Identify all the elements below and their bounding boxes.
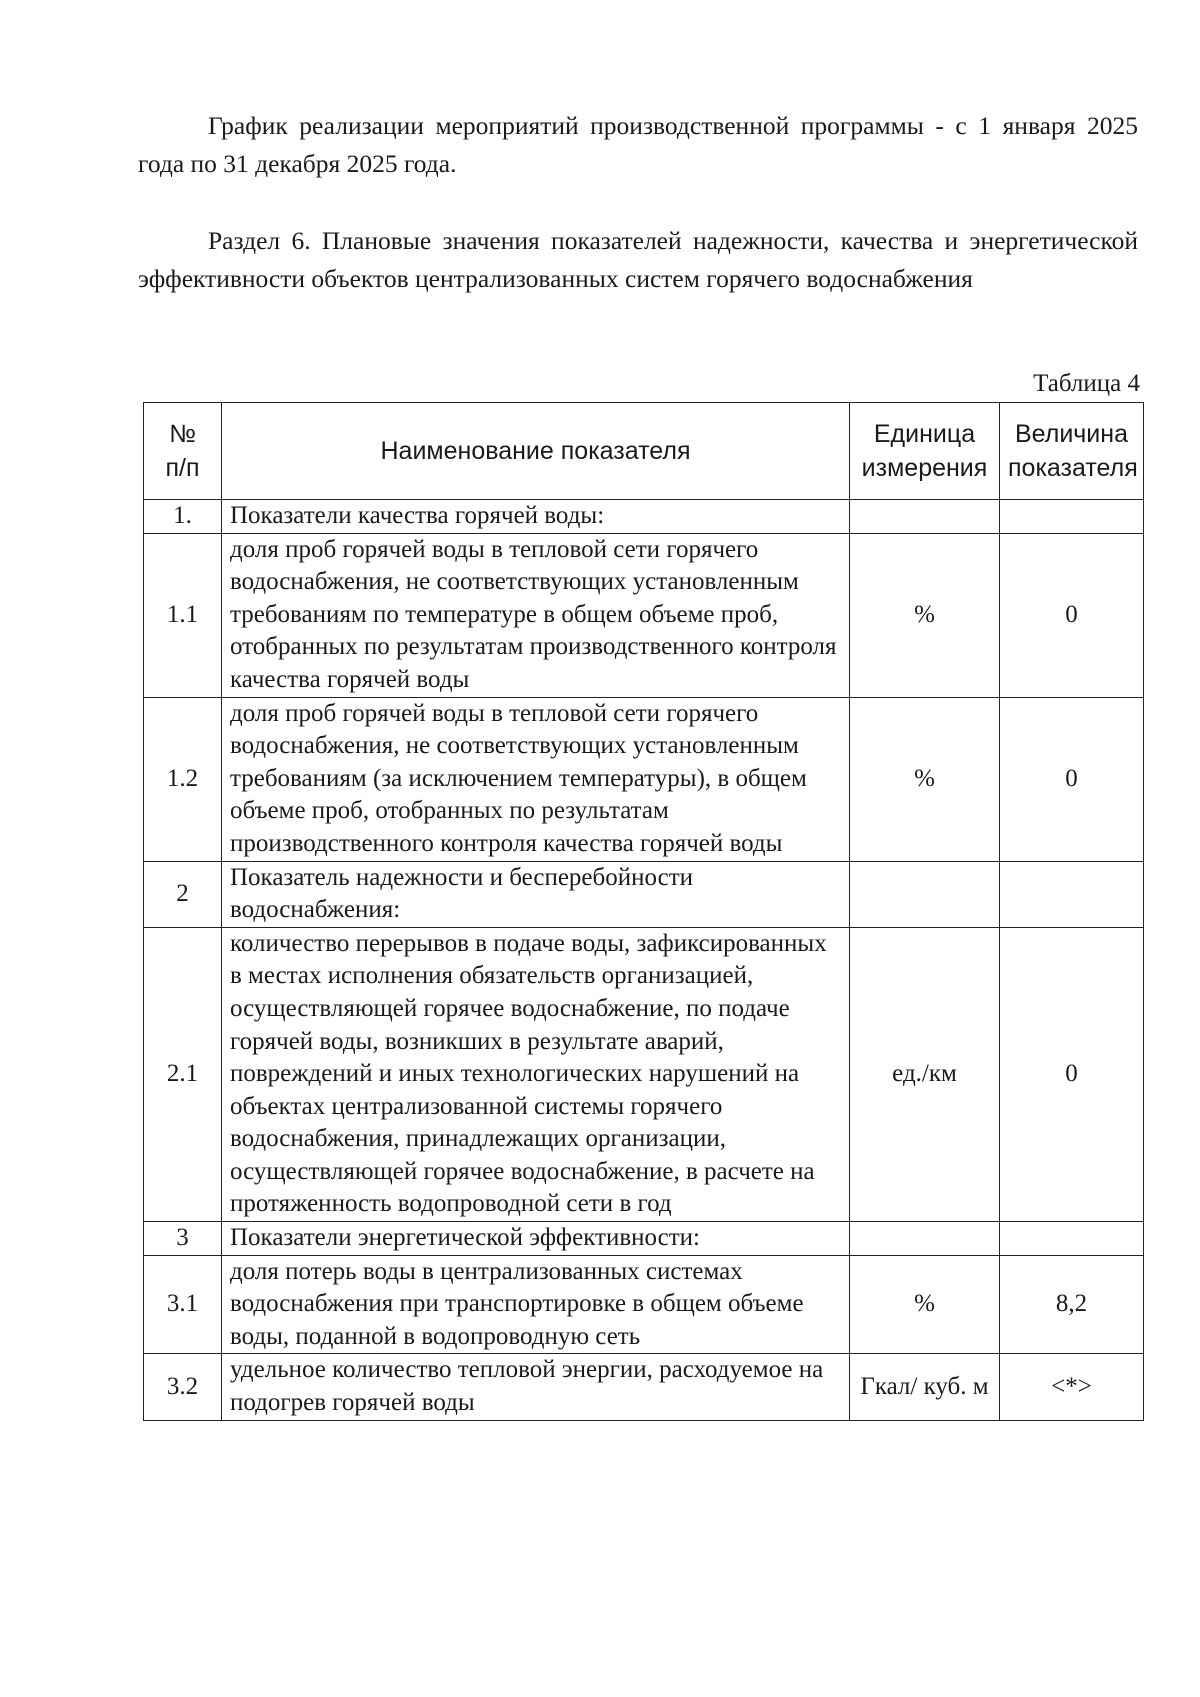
table-row (144, 861, 1144, 927)
row-value: 0 (1000, 927, 1144, 1221)
table-caption: Таблица 4 (1033, 370, 1140, 397)
row-unit: % (850, 533, 1000, 697)
section-heading: Раздел 6. Плановые значения показателей надежности, качества и энергетической эффективности объектов централизованных систем горячего водоснабжения (138, 226, 1138, 293)
row-number: 3.2 (144, 1354, 222, 1420)
row-value (1000, 1222, 1144, 1256)
row-name: Показатели качества горячей воды: (222, 500, 850, 534)
header-number-line2: п/п (165, 454, 200, 482)
row-unit: Гкал/ куб. м (850, 1354, 1000, 1420)
row-value (1000, 861, 1144, 927)
schedule-paragraph: График реализации мероприятий производственной программы - с 1 января 2025 года по 31 декабря 2025 года. (138, 111, 1138, 178)
indicators-table (143, 402, 1144, 1421)
row-value: <*> (1000, 1354, 1144, 1420)
table-row (144, 697, 1144, 861)
header-value-line2: показателя (1008, 454, 1138, 482)
row-unit (850, 500, 1000, 534)
row-value: 8,2 (1000, 1255, 1144, 1354)
table-row (144, 1354, 1144, 1420)
header-number (144, 403, 222, 500)
row-number: 2.1 (144, 927, 222, 1221)
row-name: Показатели энергетической эффективности: (222, 1222, 850, 1256)
header-unit-line1: Единица (873, 420, 976, 448)
row-name: количество перерывов в подаче воды, зафиксированных в местах исполнения обязательств организацией, осуществляющей горячее водоснабжение, по подаче горячей воды, возникших в результате аварий, повреждений и иных технологических нарушений на объектах централизованной системы горячего водоснабжения, принадлежащих организации, осуществляющей горячее водоснабжение, в расчете на протяженность водопроводной сети в год (222, 927, 850, 1221)
table-row (144, 533, 1144, 697)
table-row (144, 1222, 1144, 1256)
row-number: 2 (144, 861, 222, 927)
row-number: 1.2 (144, 697, 222, 861)
header-name: Наименование показателя (222, 403, 850, 500)
table-header-row (144, 403, 1144, 500)
header-value (1000, 403, 1144, 500)
header-number-line1: № (169, 420, 196, 448)
row-unit (850, 861, 1000, 927)
row-name: удельное количество тепловой энергии, расходуемое на подогрев горячей воды (222, 1354, 850, 1420)
row-name: доля потерь воды в централизованных системах водоснабжения при транспортировке в общем объеме воды, поданной в водопроводную сеть (222, 1255, 850, 1354)
table-row (144, 1255, 1144, 1354)
row-number: 3 (144, 1222, 222, 1256)
table-row (144, 500, 1144, 534)
header-value-line1: Величина (1014, 420, 1128, 448)
header-unit-line2: измерения (861, 454, 988, 482)
row-number: 1. (144, 500, 222, 534)
row-number: 1.1 (144, 533, 222, 697)
header-unit (850, 403, 1000, 500)
row-value: 0 (1000, 533, 1144, 697)
row-name: Показатель надежности и бесперебойности водоснабжения: (222, 861, 850, 927)
row-name: доля проб горячей воды в тепловой сети горячего водоснабжения, не соответствующих установленным требованиям (за исключением температуры), в общем объеме проб, отобранных по результатам производственного контроля качества горячей воды (222, 697, 850, 861)
row-unit: % (850, 697, 1000, 861)
row-value: 0 (1000, 697, 1144, 861)
row-unit: ед./км (850, 927, 1000, 1221)
table-row (144, 927, 1144, 1221)
row-unit (850, 1222, 1000, 1256)
row-name: доля проб горячей воды в тепловой сети горячего водоснабжения, не соответствующих установленным требованиям по температуре в общем объеме проб, отобранных по результатам производственного контроля качества горячей воды (222, 533, 850, 697)
row-value (1000, 500, 1144, 534)
row-unit: % (850, 1255, 1000, 1354)
row-number: 3.1 (144, 1255, 222, 1354)
